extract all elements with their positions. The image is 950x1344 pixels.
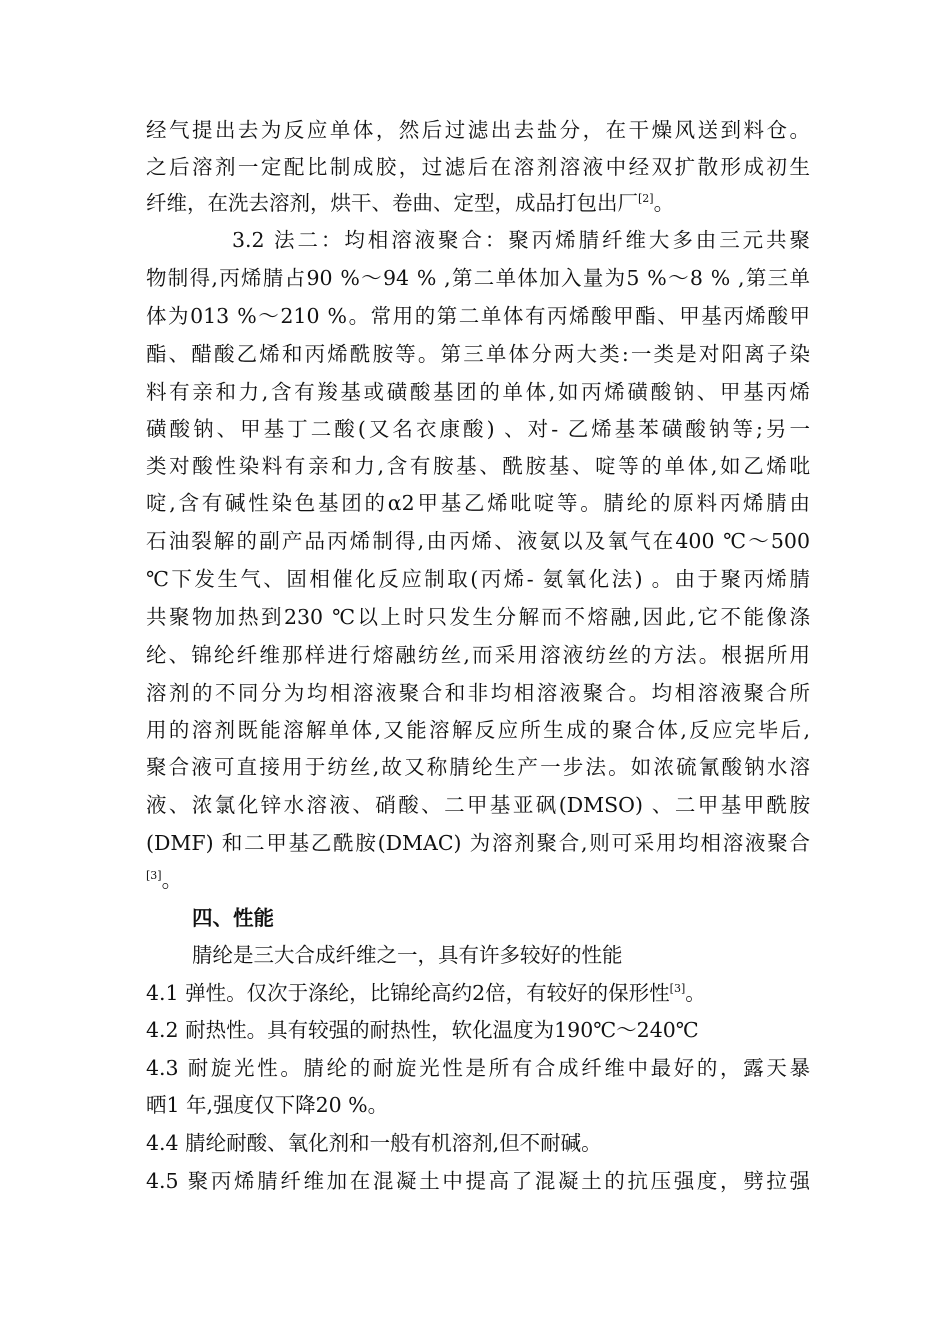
line-text: 料有亲和力,含有羧基或磺酸基团的单体,如丙烯磺酸钠、甲基丙烯 — [146, 380, 810, 404]
line-punct: 。 — [685, 981, 706, 1005]
line-text: 4.2 耐热性。具有较强的耐热性，软化温度为190℃～240℃ — [146, 1018, 699, 1042]
line-text: 纶、锦纶纤维那样进行熔融纺丝,而采用溶液纺丝的方法。根据所用 — [146, 643, 810, 667]
citation-ref: [3] — [146, 869, 162, 883]
text-line — [146, 486, 810, 520]
text-line — [146, 976, 810, 1010]
text-line — [146, 261, 810, 295]
text-line — [232, 223, 810, 257]
line-text: 4.4 腈纶耐酸、氧化剂和一般有机溶剂,但不耐碱。 — [146, 1131, 602, 1155]
text-line — [146, 186, 810, 220]
line-text: 物制得,丙烯腈占90 %～94 % ,第二单体加入量为5 %～8 % ,第三单 — [146, 266, 810, 290]
text-line — [146, 412, 810, 446]
line-text: 4.5 聚丙烯腈纤维加在混凝土中提高了混凝土的抗压强度，劈拉强 — [146, 1169, 810, 1193]
text-line — [146, 375, 810, 409]
citation-ref: [2] — [638, 192, 654, 206]
text-line — [146, 676, 810, 710]
line-text: 之后溶剂一定配比制成胶，过滤后在溶剂溶液中经双扩散形成初生 — [146, 155, 810, 179]
line-text: 腈纶是三大合成纤维之一，具有许多较好的性能 — [192, 943, 623, 967]
text-line — [146, 562, 810, 596]
line-text: 共聚物加热到230 ℃以上时只发生分解而不熔融,因此,它不能像涤 — [146, 605, 810, 629]
line-text: 4.1 弹性。仅次于涤纶，比锦纶高约2倍，有较好的保形性 — [146, 981, 670, 1005]
text-line — [146, 863, 810, 897]
line-text: 石油裂解的副产品丙烯制得,由丙烯、液氨以及氧气在400 ℃～500 — [146, 529, 810, 553]
line-text: 3.2 法二：均相溶液聚合：聚丙烯腈纤维大多由三元共聚 — [232, 228, 810, 252]
citation-ref: [3] — [669, 982, 686, 996]
line-text: 溶剂的不同分为均相溶液聚合和非均相溶液聚合。均相溶液聚合所 — [146, 681, 810, 705]
line-text: (DMF) 和二甲基乙酰胺(DMAC) 为溶剂聚合,则可采用均相溶液聚合 — [146, 831, 810, 855]
text-line — [146, 1013, 810, 1047]
text-line — [146, 113, 810, 147]
line-text: 4.3 耐旋光性。腈纶的耐旋光性是所有合成纤维中最好的，露天暴 — [146, 1056, 810, 1080]
section-heading — [192, 901, 856, 935]
line-punct: 。 — [161, 868, 183, 892]
line-text: 晒1 年,强度仅下降20 %。 — [146, 1093, 389, 1117]
line-text: 纤维，在洗去溶剂，烘干、卷曲、定型，成品打包出厂 — [146, 191, 638, 215]
text-line — [146, 750, 810, 784]
line-text: 液、浓氯化锌水溶液、硝酸、二甲基亚砜(DMSO) 、二甲基甲酰胺 — [146, 793, 810, 817]
text-line — [146, 150, 810, 184]
text-line — [146, 524, 810, 558]
line-text: 经气提出去为反应单体，然后过滤出去盐分，在干燥风送到料仓。 — [146, 118, 810, 142]
text-line — [146, 1126, 810, 1160]
line-text: 啶,含有碱性染色基团的α2甲基乙烯吡啶等。腈纶的原料丙烯腈由 — [146, 491, 810, 515]
text-line — [146, 826, 810, 860]
text-line — [146, 788, 810, 822]
line-text: 酯、醋酸乙烯和丙烯酰胺等。第三单体分两大类:一类是对阳离子染 — [146, 342, 810, 366]
line-text: ℃下发生气、固相催化反应制取(丙烯- 氨氧化法) 。由于聚丙烯腈 — [146, 567, 810, 591]
line-text: 类对酸性染料有亲和力,含有胺基、酰胺基、啶等的单体,如乙烯吡 — [146, 454, 810, 478]
text-line — [146, 1088, 810, 1122]
text-line — [146, 299, 810, 333]
line-text: 磺酸钠、甲基丁二酸(又名衣康酸) 、对- 乙烯基苯磺酸钠等;另一 — [146, 417, 810, 441]
line-punct: 。 — [653, 191, 675, 215]
text-line — [146, 337, 810, 371]
line-text: 体为013 %～210 %。常用的第二单体有丙烯酸甲酯、甲基丙烯酸甲 — [146, 304, 810, 328]
line-text: 四、性能 — [192, 906, 274, 930]
text-line — [146, 1051, 810, 1085]
line-text: 聚合液可直接用于纺丝,故又称腈纶生产一步法。如浓硫氰酸钠水溶 — [146, 755, 810, 779]
line-text: 用的溶剂既能溶解单体,又能溶解反应所生成的聚合体,反应完毕后, — [146, 718, 810, 742]
text-line — [146, 713, 810, 747]
text-line — [146, 449, 810, 483]
text-line — [146, 600, 810, 634]
text-line — [146, 1164, 810, 1198]
text-line — [146, 638, 810, 672]
text-line — [192, 938, 856, 972]
